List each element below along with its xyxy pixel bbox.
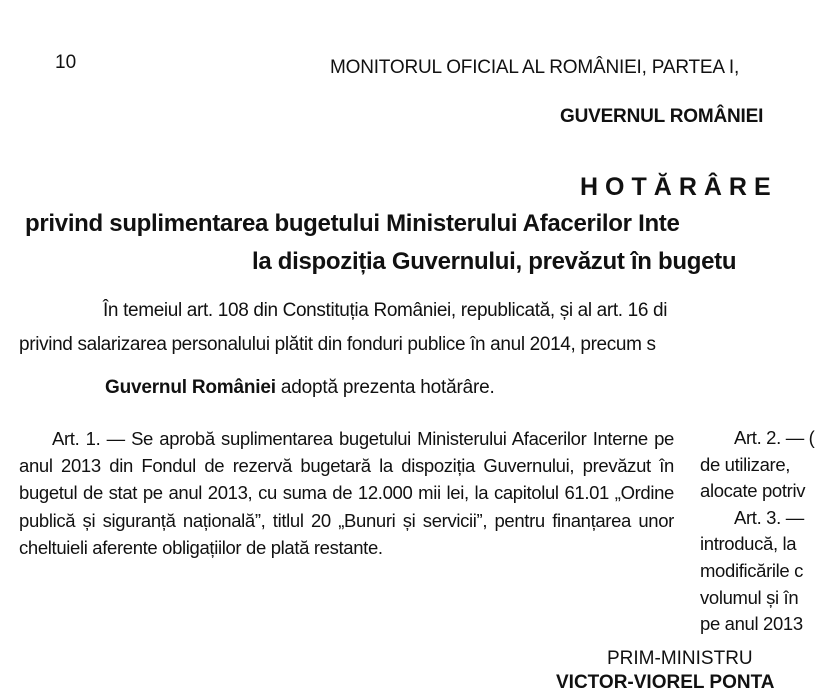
right-column-line: Art. 2. — (: [734, 427, 815, 448]
right-column-line: pe anul 2013: [700, 613, 803, 635]
adoption-text: adoptă prezenta hotărâre.: [275, 377, 495, 398]
right-column-line: Art. 3. —: [734, 506, 804, 528]
adoption-statement: [105, 377, 495, 399]
right-column-line: de utilizare,: [700, 453, 791, 475]
adoption-subject: Guvernul României: [105, 377, 276, 398]
right-column: [700, 425, 837, 638]
decision-title-line-1: privind suplimentarea bugetului Ministerului Afacerilor Inte: [25, 210, 680, 237]
decision-title-line-2: la dispoziția Guvernului, prevăzut în bugetu: [252, 248, 737, 275]
right-column-line: modificările c: [700, 559, 804, 581]
signatory-name: VICTOR-VIOREL PONTA: [556, 672, 775, 693]
signatory-title: PRIM-MINISTRU: [607, 648, 753, 669]
right-column-line: alocate potriv: [700, 480, 806, 502]
gazette-masthead: MONITORUL OFICIAL AL ROMÂNIEI, PARTEA I,: [330, 57, 740, 78]
article-1: Art. 1. — Se aprobă suplimentarea bugetului Ministerului Afacerilor Interne pe anul 2013 din Fondul de rezervă bugetară la dispoziția Guvernului, prevăzut în bugetul de stat pe anul 2013, cu suma de 12.000 mii lei, la capitolul 61.01 „Ordine publică și siguranță națională”, titlul 20 „Bunuri și servicii”, pentru finanțarea unor cheltuieli aferente obligațiilor de plată restante.: [19, 428, 674, 558]
right-column-line: introducă, la: [700, 533, 797, 555]
issuer-heading: GUVERNUL ROMÂNIEI: [560, 106, 764, 127]
document-type-heading: HOTĂRÂRE: [580, 173, 778, 201]
left-column: [19, 425, 674, 561]
page-number: 10: [55, 52, 77, 73]
preamble-line-2: privind salarizarea personalului plătit din fonduri publice în anul 2014, precum s: [19, 334, 656, 355]
preamble-line-1: În temeiul art. 108 din Constituția României, republicată, și al art. 16 di: [103, 300, 668, 321]
right-column-line: volumul și în: [700, 586, 799, 608]
